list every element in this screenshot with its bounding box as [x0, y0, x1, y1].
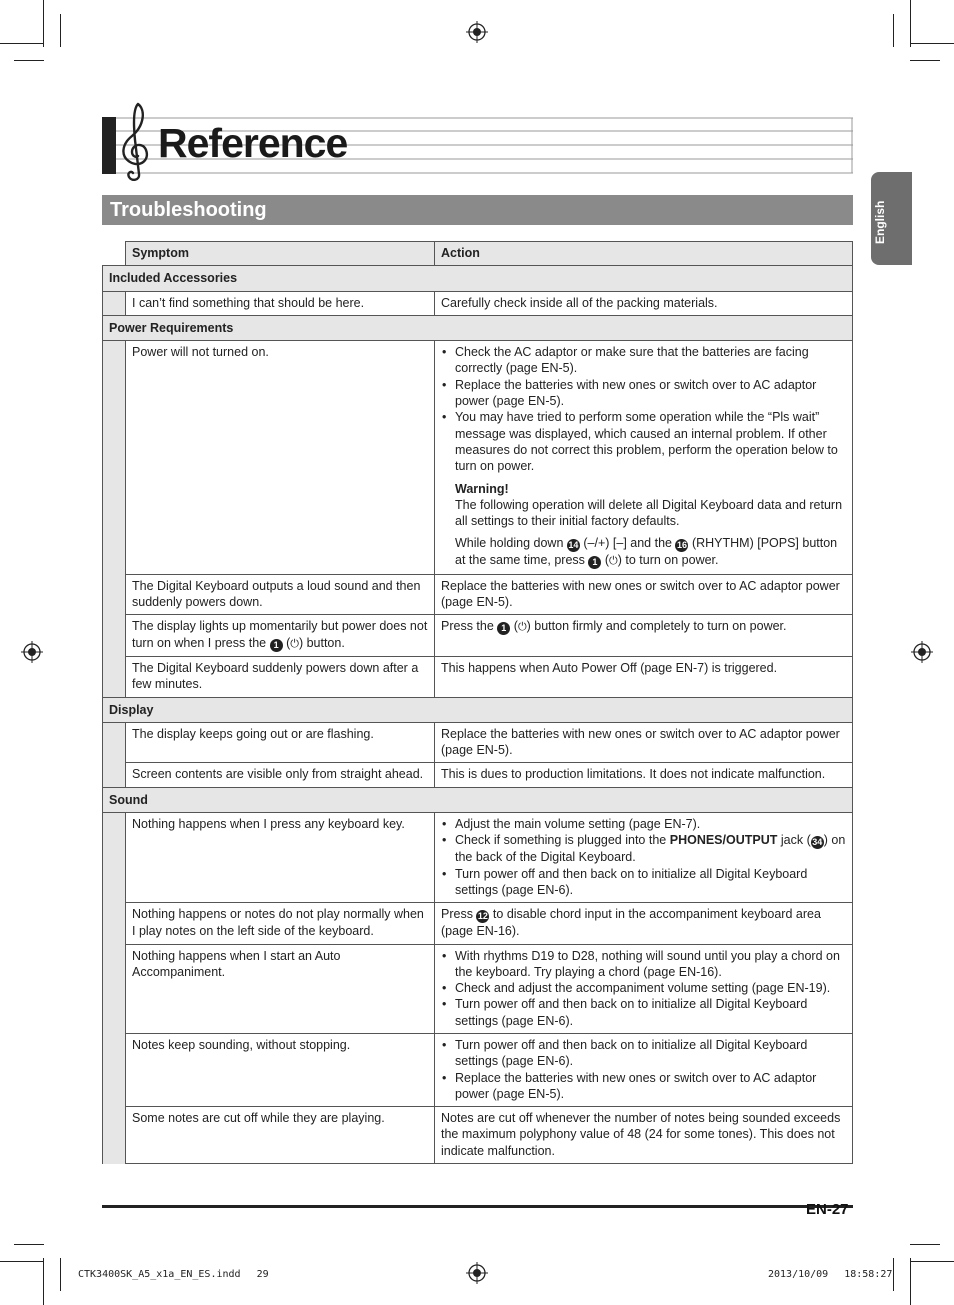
- crop-mark: [43, 1258, 44, 1305]
- table-gutter: [103, 291, 126, 315]
- crop-mark: [60, 14, 61, 47]
- power-icon: ⏻: [517, 621, 527, 634]
- crop-mark: [0, 1261, 44, 1262]
- category-label: Power Requirements: [103, 315, 853, 340]
- list-item-text: Check if something is plugged into the: [455, 833, 667, 848]
- symptom-cell: I can’t find something that should be here.: [126, 291, 435, 315]
- table-row: [103, 291, 853, 315]
- list-item: • Replace the batteries with new ones or switch over to AC adaptor power (page EN-5).: [455, 377, 846, 410]
- instruction-text: ) to turn on power.: [617, 553, 719, 568]
- crop-mark: [893, 1258, 894, 1291]
- table-gutter: [103, 722, 126, 787]
- action-list: [441, 1037, 846, 1102]
- action-cell: [435, 813, 853, 903]
- page-number: EN-27: [806, 1201, 849, 1218]
- warning-title: Warning!: [455, 481, 509, 496]
- column-header-action: Action: [435, 242, 853, 266]
- action-list: [441, 816, 846, 898]
- button-number-badge: 16: [676, 540, 687, 551]
- list-item: • Turn power off and then back on to initialize all Digital Keyboard settings (page EN-6).: [455, 1037, 846, 1070]
- table-row: [103, 574, 853, 615]
- treble-clef-icon: [116, 100, 154, 182]
- button-number-badge: 1: [497, 622, 510, 635]
- list-item-text: jack: [780, 833, 804, 848]
- print-slug-date: 2013/10/09 18:58:27: [768, 1269, 893, 1280]
- action-cell: Press the 1 (⏻) button firmly and completely to turn on power.: [435, 615, 853, 657]
- instruction-text: While holding down: [455, 536, 564, 551]
- crop-mark: [910, 60, 940, 61]
- registration-mark-icon: [911, 641, 933, 663]
- footer-rule: [102, 1205, 853, 1208]
- category-row: [103, 697, 853, 722]
- table-gutter: [103, 242, 126, 266]
- category-label: Sound: [103, 787, 853, 812]
- table-row: [103, 1107, 853, 1164]
- registration-mark-icon: [21, 641, 43, 663]
- list-item: • Replace the batteries with new ones or switch over to AC adaptor power (page EN-5).: [455, 1070, 846, 1103]
- table-row: [103, 1033, 853, 1106]
- crop-mark: [910, 43, 954, 44]
- crop-mark: [0, 43, 44, 44]
- symptom-cell: The Digital Keyboard outputs a loud sound and then suddenly powers down.: [126, 574, 435, 615]
- action-cell: Replace the batteries with new ones or switch over to AC adaptor power (page EN-5).: [435, 722, 853, 763]
- symptom-cell: Power will not turned on.: [126, 341, 435, 575]
- action-list: [441, 948, 846, 1029]
- action-cell: [435, 1033, 853, 1106]
- section-title: Troubleshooting: [110, 199, 267, 221]
- symptom-cell: The display keeps going out or are flashing.: [126, 722, 435, 763]
- crop-mark: [910, 0, 911, 47]
- registration-mark-icon: [466, 21, 488, 43]
- symptom-text: ) button.: [298, 635, 345, 650]
- action-text: Press: [441, 907, 473, 922]
- symptom-cell: Some notes are cut off while they are playing.: [126, 1107, 435, 1164]
- action-text: ) button firmly and completely to turn on power.: [526, 619, 787, 634]
- table-gutter: [103, 341, 126, 697]
- crop-mark: [60, 1258, 61, 1291]
- crop-mark: [14, 60, 44, 61]
- warning-block: [455, 481, 846, 530]
- list-item: • With rhythms D19 to D28, nothing will sound until you play a chord on the keyboard. Try playing a chord (page EN-16).: [455, 948, 846, 981]
- action-cell: [435, 903, 853, 944]
- list-item: • Check if something is plugged into the PHONES/OUTPUT jack (34 ) on the back of the Digital Keyboard.: [455, 832, 846, 865]
- category-label: Included Accessories: [103, 266, 853, 291]
- list-item: • Turn power off and then back on to initialize all Digital Keyboard settings (page EN-6).: [455, 996, 846, 1029]
- list-item: • Check and adjust the accompaniment volume setting (page EN-19).: [455, 980, 846, 996]
- button-number-badge: 1: [270, 639, 283, 652]
- symptom-cell: Nothing happens when I start an Auto Accompaniment.: [126, 944, 435, 1033]
- button-number-badge: 12: [477, 911, 488, 922]
- table-row: [103, 615, 853, 657]
- list-item: • Check the AC adaptor or make sure that the batteries are facing correctly (page EN-5).: [455, 344, 846, 377]
- action-cell: This is dues to production limitations. It does not indicate malfunction.: [435, 763, 853, 787]
- table-row: [103, 903, 853, 944]
- crop-mark: [893, 14, 894, 47]
- power-icon: ⏻: [609, 555, 618, 568]
- registration-mark-icon: [466, 1262, 488, 1284]
- page-title: Reference: [158, 120, 348, 166]
- reset-instructions: While holding down 14 (–/+) [–] and the 16 (RHYTHM) [POPS] button at the same time, press 1 (⏻) to turn on power.: [455, 535, 846, 569]
- button-number-badge: 34: [812, 837, 823, 848]
- table-row: [103, 341, 853, 575]
- table-gutter: [103, 813, 126, 1164]
- instruction-text: (–/+) [–] and the: [583, 536, 672, 551]
- crop-mark: [43, 0, 44, 47]
- action-text: Press the: [441, 619, 494, 634]
- instruction-text: (RHYTHM) [POPS] button at the same time, press: [455, 536, 838, 568]
- language-tab-label: English: [873, 200, 887, 244]
- symptom-cell: Nothing happens when I press any keyboard key.: [126, 813, 435, 903]
- action-list: [441, 344, 846, 474]
- table-row: [103, 656, 853, 697]
- action-text: to disable chord input in the accompaniment keyboard area (page EN-16).: [441, 907, 821, 939]
- symptom-cell: The Digital Keyboard suddenly powers down after a few minutes.: [126, 656, 435, 697]
- symptom-cell: Notes keep sounding, without stopping.: [126, 1033, 435, 1106]
- button-number-badge: 1: [588, 556, 601, 569]
- action-cell: Notes are cut off whenever the number of notes being sounded exceeds the maximum polyphony value of 48 (24 for some tones). This does not indicate malfunction.: [435, 1107, 853, 1164]
- symptom-cell: Screen contents are visible only from straight ahead.: [126, 763, 435, 787]
- language-tab: [871, 172, 912, 265]
- symptom-cell: The display lights up momentarily but power does not turn on when I press the 1 (⏻) button.: [126, 615, 435, 657]
- table-row: [103, 813, 853, 903]
- troubleshooting-table: [102, 241, 853, 1164]
- action-cell: Carefully check inside all of the packing materials.: [435, 291, 853, 315]
- table-row: [103, 944, 853, 1033]
- crop-mark: [14, 1244, 44, 1245]
- list-item-text: ) on the back of the Digital Keyboard.: [455, 833, 846, 865]
- symptom-text: The display lights up momentarily but power does not turn on when I press the: [132, 619, 428, 650]
- button-number-badge: 14: [568, 540, 579, 551]
- category-row: [103, 266, 853, 291]
- power-icon: ⏻: [290, 637, 299, 650]
- category-row: [103, 315, 853, 340]
- crop-mark: [910, 1258, 911, 1305]
- header-bar: [102, 117, 116, 174]
- list-item: • You may have tried to perform some operation while the “Pls wait” message was displayed, which caused an internal problem. If other measures do not correct this problem, perform the operation below to turn on power.: [455, 409, 846, 474]
- table-header-row: [103, 242, 853, 266]
- action-cell: This happens when Auto Power Off (page EN-7) is triggered.: [435, 656, 853, 697]
- warning-text: The following operation will delete all Digital Keyboard data and return all settings to their initial factory defaults.: [455, 497, 843, 529]
- list-item: • Adjust the main volume setting (page EN-7).: [455, 816, 846, 832]
- action-cell: Replace the batteries with new ones or switch over to AC adaptor power (page EN-5).: [435, 574, 853, 615]
- table-row: [103, 763, 853, 787]
- action-cell: [435, 341, 853, 575]
- symptom-cell: Nothing happens or notes do not play normally when I play notes on the left side of the keyboard.: [126, 903, 435, 944]
- list-item: • Turn power off and then back on to initialize all Digital Keyboard settings (page EN-6).: [455, 866, 846, 899]
- table-row: [103, 722, 853, 763]
- crop-mark: [910, 1244, 940, 1245]
- column-header-symptom: Symptom: [126, 242, 435, 266]
- category-row: [103, 787, 853, 812]
- crop-mark: [910, 1261, 954, 1262]
- print-slug-file: CTK3400SK_A5_x1a_EN_ES.indd 29: [78, 1269, 269, 1280]
- jack-name: PHONES/OUTPUT: [669, 833, 778, 848]
- category-label: Display: [103, 697, 853, 722]
- action-cell: [435, 944, 853, 1033]
